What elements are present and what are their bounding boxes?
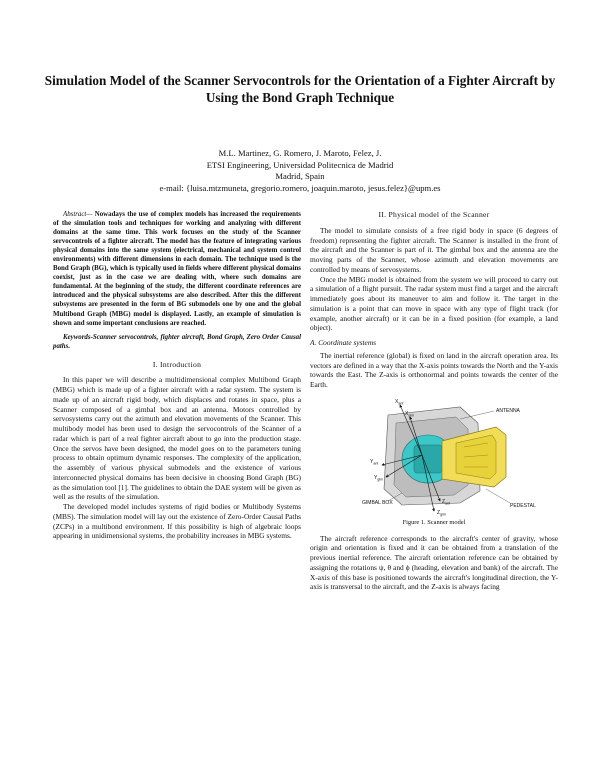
section-heading-introduction: I. Introduction <box>152 359 202 369</box>
figure-caption: Figure 1. Scanner model <box>402 518 466 526</box>
abstract-text: Nowadays the use of complex models has increased the requirements of the simulation tools and techniques for working and analyzing with different domains at the same time. This work focuses on the study of the Scanner servocontrols of a fighter aircraft. The model has the feature of integrating various physical domains into the same system (electrical, mechanical and system control environments) with different dimensions in each domain. The technique used is the Bond Graph (BG), which is typically used in fields where different physical domains coexist, just as in the case we are dealing with, where such domains are fundamental. At the beginning of the study, the different coordinate references are introduced and the physical subsystems are also described. After this the different subsystems are presented in the form of BG submodels one by one and the global Multibond Graph (MBG) model is displayed. Lastly, an example of simulation is shown and some important conclusions are reached. <box>53 211 301 327</box>
z-gim-label: $Z_{gim}$ <box>437 509 446 517</box>
y-gim-label: $Y_{gim}$ <box>374 474 384 482</box>
abstract-dash: — <box>86 211 95 218</box>
left-column <box>53 210 301 541</box>
y-ant-label: $Y_{ant}$ <box>370 458 379 466</box>
gimbal-core-shape <box>414 445 442 473</box>
section-heading-physical-model: II. Physical model of the Scanner <box>378 210 490 219</box>
antenna-plate-shape <box>456 435 496 479</box>
paper-title: Simulation Model of the Scanner Servocontrols for the Orientation of a Fighter Aircraft by Using the Bond Graph Technique <box>44 73 556 105</box>
subsection-heading-coordinate-systems: A. Coordinate systems <box>310 338 377 347</box>
x-ant-label: $X_{ant}$ <box>395 398 404 406</box>
right-column <box>310 210 558 592</box>
intro-paragraph-2: The developed model includes systems of rigid bodies or Multibody Systems (MBS). The simulation model will lay out the existence of Zero-Order Causal Paths (ZCPs) in a multibond environment. If this possibility is high of algebraic loops appearing in unidimensional systems, the probability increases in MBG systems. <box>53 502 302 541</box>
author-names: M.L. Martinez, G. Romero, J. Maroto, Felez, J. <box>218 148 382 158</box>
physical-paragraph-2: Once the MBG model is obtained from the system we will proceed to carry out a simulation of a flight pursuit. The radar system must find a target and the aircraft immediately goes about its maneuver to aim and follow it. The target in the simulation is a point that can move in space with any type of flight track (for example, another aircraft) or it can be in a fixed position (for example, a land object). <box>310 274 558 333</box>
scanner-figure <box>310 393 558 517</box>
abstract <box>53 210 301 328</box>
keywords: Keywords-Scanner servocontrols, fighter aircraft, Bond Graph, Zero Order Causal paths. <box>53 333 301 350</box>
pedestal-label: PEDESTAL <box>510 502 536 509</box>
after-figure-paragraph: The aircraft reference corresponds to the aircraft's center of gravity, whose origin and orientation is fixed and it can be obtained from a translation of the previous inertial reference. The aircraft orientation reference can be obtained by assigning the rotations ψ, θ and ϕ (heading, elevation and bank) of the aircraft. The X-axis of this base is positioned towards the aircraft's longitudinal direction, the Y-axis is transversal to the aircraft, and the Z-axis is always facing <box>310 533 558 592</box>
author-block <box>150 148 450 194</box>
z-ant-label: $Z_{ant}$ <box>442 498 451 506</box>
gimbal-box-label: GIMBAL BOX <box>362 499 393 506</box>
abstract-label: Abstract <box>63 211 87 218</box>
x-gim-label: $X_{gim}$ <box>405 410 415 418</box>
coordinate-paragraph: The inertial reference (global) is fixed on land in the aircraft operation area. Its vectors are defined in a way that the X-axis points towards the North and the Y-axis towards the East. The Z-axis is orthonormal and points towards the center of the Earth. <box>310 350 558 389</box>
intro-paragraph-1: In this paper we will describe a multidimensional complex Multibond Graph (MBG) which is made up of a fighter aircraft with a radar system. The system is made up of an aircraft rigid body, which displaces and rotates in space, plus a Scanner composed of a gimbal box and an antenna. Motors controlled by servosystems carry out the azimuth and elevation movements of the Scanner. This multibody model has been used to design the servocontrols of the Scanner of a radar which is part of a real fighter aircraft about to go into the production stage. Once the servos have been designed, the model goes on to the parameters tuning process to obtain optimum dynamic responses. The complexity of the application, the assembly of various physical submodels and the existence of various interconnected physical domains has been decisive in choosing Bond Graph (BG) as the simulation tool [1]. The guidelines to obtain the DAE system will be given as well as the results of the simulation. <box>53 375 301 502</box>
scanner-diagram <box>310 393 558 517</box>
author-email: e-mail: {luisa.mtzmuneta, gregorio.romero, joaquin.maroto, jesus.felez}@upm.es <box>159 182 441 193</box>
location: Madrid, Spain <box>275 171 325 181</box>
affiliation: ETSI Engineering, Universidad Politecnica de Madrid <box>206 159 394 170</box>
antenna-label: ANTENNA <box>496 407 520 414</box>
physical-paragraph-1: The model to simulate consists of a free rigid body in space (6 degrees of freedom) representing the fighter aircraft. The Scanner is installed in the front of the aircraft and the Scanner is part of it. The gimbal box and the antenna are the moving parts of the Scanner, whose azimuth and elevation movements are controlled by means of servosystems. <box>310 225 558 274</box>
